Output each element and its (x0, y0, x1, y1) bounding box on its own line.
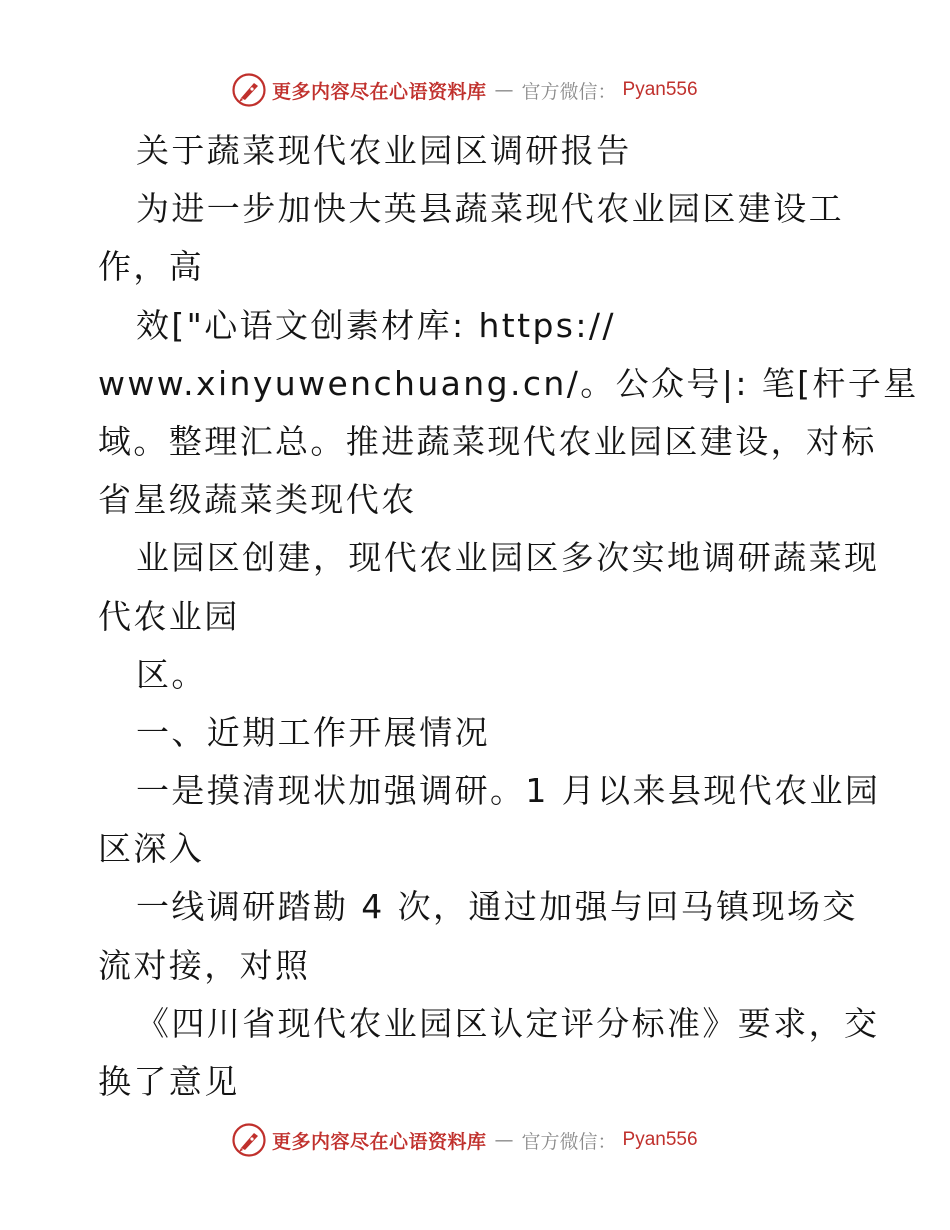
paragraph-line: www.xinyuwenchuang.cn/。公众号|: 笔[杆子星 (98, 363, 919, 403)
watermark-wechat-label: 官方微信： (521, 1130, 617, 1153)
paragraph-line: 一线调研踏勘 4 次，通过加强与回马镇现场交 (136, 887, 858, 927)
paragraph-line: 作，高 (98, 247, 205, 287)
paragraph-line: 流对接，对照 (98, 945, 311, 985)
watermark-main-text: 更多内容尽在心语资料库 (272, 1130, 487, 1153)
pen-nib-logo-icon (232, 73, 266, 107)
document-title: 关于蔬菜现代农业园区调研报告 (136, 131, 632, 170)
footer-watermark (232, 1122, 698, 1158)
paragraph-line: 效["心语文创素材库: https:// (136, 305, 616, 345)
section-heading: 一、近期工作开展情况 (136, 712, 490, 752)
watermark-main-text: 更多内容尽在心语资料库 (272, 80, 487, 103)
paragraph-line: 一是摸清现状加强调研。1 月以来县现代农业园 (136, 771, 881, 811)
paragraph-line: 区。 (136, 654, 207, 694)
paragraph-line: 换了意见 (98, 1062, 240, 1101)
paragraph-line: 域。整理汇总。推进蔬菜现代农业园区建设，对标 (98, 421, 877, 461)
paragraph-line: 区深入 (98, 829, 205, 869)
paragraph-line: 代农业园 (98, 596, 240, 636)
watermark-separator: — (494, 1129, 514, 1151)
watermark-wechat-id: Pyan556 (622, 79, 698, 100)
paragraph-line: 业园区创建，现代农业园区多次实地调研蔬菜现 (136, 538, 880, 578)
watermark-wechat-id: Pyan556 (622, 1129, 698, 1150)
paragraph-line: 为进一步加快大英县蔬菜现代农业园区建设工 (136, 189, 844, 229)
paragraph-line: 省星级蔬菜类现代农 (98, 480, 417, 520)
watermark-separator: — (494, 79, 514, 101)
header-watermark (232, 72, 698, 108)
watermark-wechat-label: 官方微信： (521, 80, 617, 103)
document-body (98, 122, 919, 1111)
pen-nib-logo-icon (232, 1123, 266, 1157)
paragraph-line: 《四川省现代农业园区认定评分标准》要求，交 (136, 1003, 880, 1043)
